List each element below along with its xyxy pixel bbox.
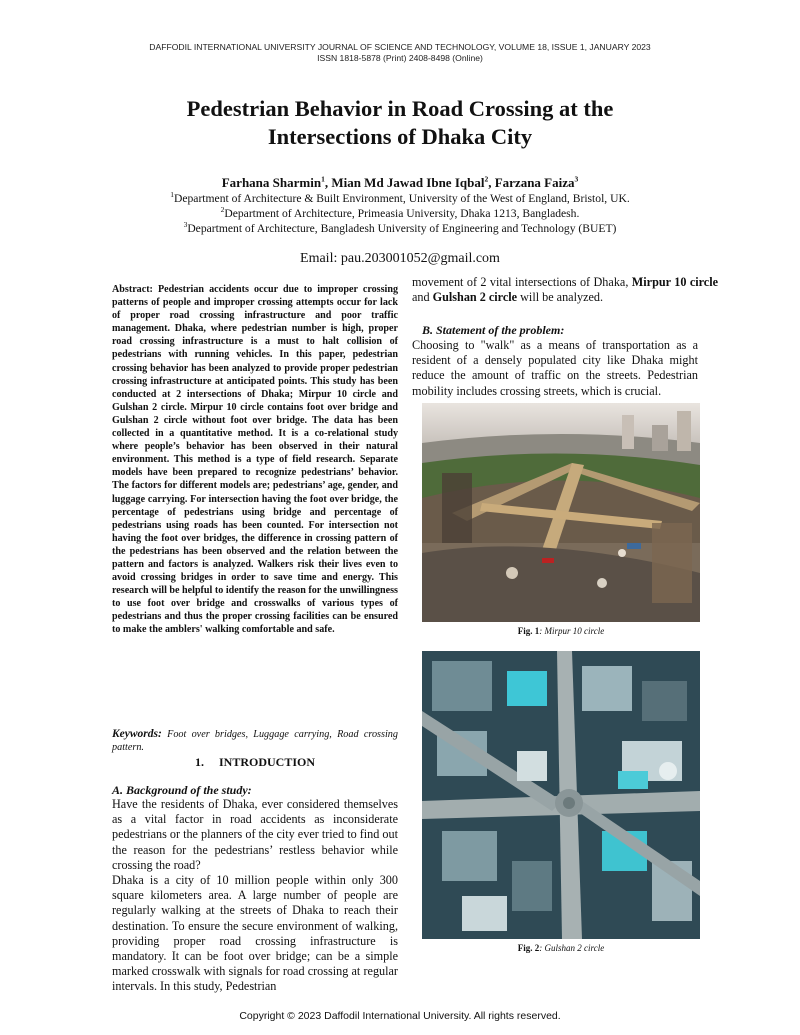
figure-caption-text: : Mirpur 10 circle	[539, 626, 605, 636]
author-name: Farhana Sharmin	[221, 175, 322, 190]
figure-1-photo	[422, 403, 700, 622]
body-text	[112, 797, 398, 995]
figure-label: Fig. 2	[517, 943, 540, 953]
figure-1-caption	[422, 626, 700, 636]
affiliation-text: Department of Architecture, Bangladesh University of Engineering and Technology (BUET)	[187, 222, 617, 235]
affiliation	[0, 206, 800, 221]
keywords	[112, 728, 398, 754]
abstract-text: Pedestrian accidents occur due to improper crossing patterns of people and improper crossing attempts occur for lack of proper road crossing infrastructure and poor traffic management. Dhaka, where pedestrian number is high, proper road crossing infrastructure is a must to halt collision of pedestrians with running vehicles. In this paper, pedestrian crossing behavior has been analyzed to provide proper pedestrian crossing infrastructure at anticipated points. This study has been conducted at 2 intersections of Dhaka; Mirpur 10 circle and Gulshan 2 circle. Mirpur 10 circle contains foot over bridge and Gulshan 2 circle without foot over bridge. The data has been collected in a quantitative method. It is a co-relational study where people’s behavior has been observed in their natural environment. This method is a type of field research. Separate models have been prepared to recognize pedestrians’ behavior. The factors for different models are; pedestrians’ age, gender, and luggage carrying. For intersection having the foot over bridge, the percentage of pedestrians using bridge and percentage of pedestrians using roads has been counted. For intersection not having the foot over bridges, the difference in crossing pattern of the pedestrians has been observed and the relation between the pattern and factors is analyzed. Walkers risk their lives even to avoid crossing bridges in order to save time and energy. This research will be helpful to identify the reason for the unwillingness to use foot over bridge and crosswalks of various types of pedestrians and thus the proper crossing facilities can be ensured to make the amblers' walking comfortable and safe.	[112, 284, 398, 636]
figure-2-photo	[422, 651, 700, 939]
paper-title	[0, 95, 800, 151]
contact-email: Email: pau.203001052@gmail.com	[300, 251, 500, 266]
abstract-label: Abstract:	[112, 284, 153, 295]
affiliation-sup: 3	[183, 220, 188, 230]
keywords-text: Foot over bridges, Luggage carrying, Road crossing pattern.	[112, 729, 398, 753]
subsection-heading: A. Background of the study:	[112, 783, 252, 797]
journal-header: DAFFODIL INTERNATIONAL UNIVERSITY JOURNAL OF SCIENCE AND TECHNOLOGY, VOLUME 18, ISSUE 1, JANUARY 2023	[149, 42, 651, 52]
issn-line: ISSN 1818-5878 (Print) 2408-8498 (Online)	[317, 53, 483, 63]
emphasis-text: Gulshan 2 circle	[432, 290, 518, 305]
paragraph: Have the residents of Dhaka, ever considered themselves as a vital factor in road accidents as inconsiderate pedestrians or the planners of the city ever tried to find out the reason for the pedestrians’ restless behavior while crossing the road?	[112, 797, 398, 872]
author-sep: ,	[488, 175, 495, 190]
continued-text: and	[412, 290, 430, 305]
aerial-photo-mirpur	[422, 403, 700, 622]
author-sup: 3	[574, 174, 579, 184]
aerial-photo-gulshan	[422, 651, 700, 939]
emphasis-text: Mirpur 10 circle	[631, 275, 719, 289]
body-text	[412, 275, 718, 305]
paragraph: Choosing to "walk" as a means of transportation as a resident of a densely populated city like Dhaka might reduce the amount of traffic on the streets. Pedestrian mobility includes crossing streets, which is crucial.	[412, 338, 698, 398]
author-name: Farzana Faiza	[494, 175, 575, 190]
author-sup: 2	[484, 174, 489, 184]
title-line-1: Pedestrian Behavior in Road Crossing at the	[186, 96, 614, 121]
section-number: 1.	[194, 755, 204, 769]
affiliation-text: Department of Architecture, Primeasia University, Dhaka 1213, Bangladesh.	[224, 207, 580, 220]
continued-text: will be analyzed.	[520, 290, 604, 305]
section-title: INTRODUCTION	[218, 755, 315, 769]
author-sup: 1	[321, 174, 325, 184]
affiliation	[0, 221, 800, 236]
section-heading	[112, 755, 398, 770]
author-sep: ,	[324, 175, 332, 190]
affiliation-sup: 2	[220, 205, 225, 215]
copyright-footer: Copyright © 2023 Daffodil International University. All rights reserved.	[239, 1010, 561, 1022]
keywords-label: Keywords:	[112, 728, 162, 740]
author-name: Mian Md Jawad Ibne Iqbal	[331, 175, 485, 190]
figure-2-caption	[422, 943, 700, 953]
affiliation	[0, 191, 800, 206]
affiliation-text: Department of Architecture & Built Environment, University of the West of England, Bristol, UK.	[173, 192, 630, 205]
subsection-heading: B. Statement of the problem:	[422, 323, 565, 337]
figure-caption-text: : Gulshan 2 circle	[539, 943, 605, 953]
paragraph: Dhaka is a city of 10 million people within only 300 square kilometers area. A large number of people are regularly walking at the streets of Dhaka to reach their destination. To ensure the secure environment of walking, providing proper road crossing infrastructure is mandatory. It can be foot over bridge; can be a simple marked crosswalk with signals for road crossing at regular intervals. In this study, Pedestrian	[112, 873, 398, 994]
continued-text: movement of 2 vital intersections of Dhaka,	[412, 275, 629, 289]
figure-label: Fig. 1	[517, 626, 540, 636]
affiliation-sup: 1	[170, 190, 174, 200]
abstract	[112, 283, 398, 637]
title-line-2: Intersections of Dhaka City	[267, 124, 533, 149]
author-list	[0, 175, 800, 191]
